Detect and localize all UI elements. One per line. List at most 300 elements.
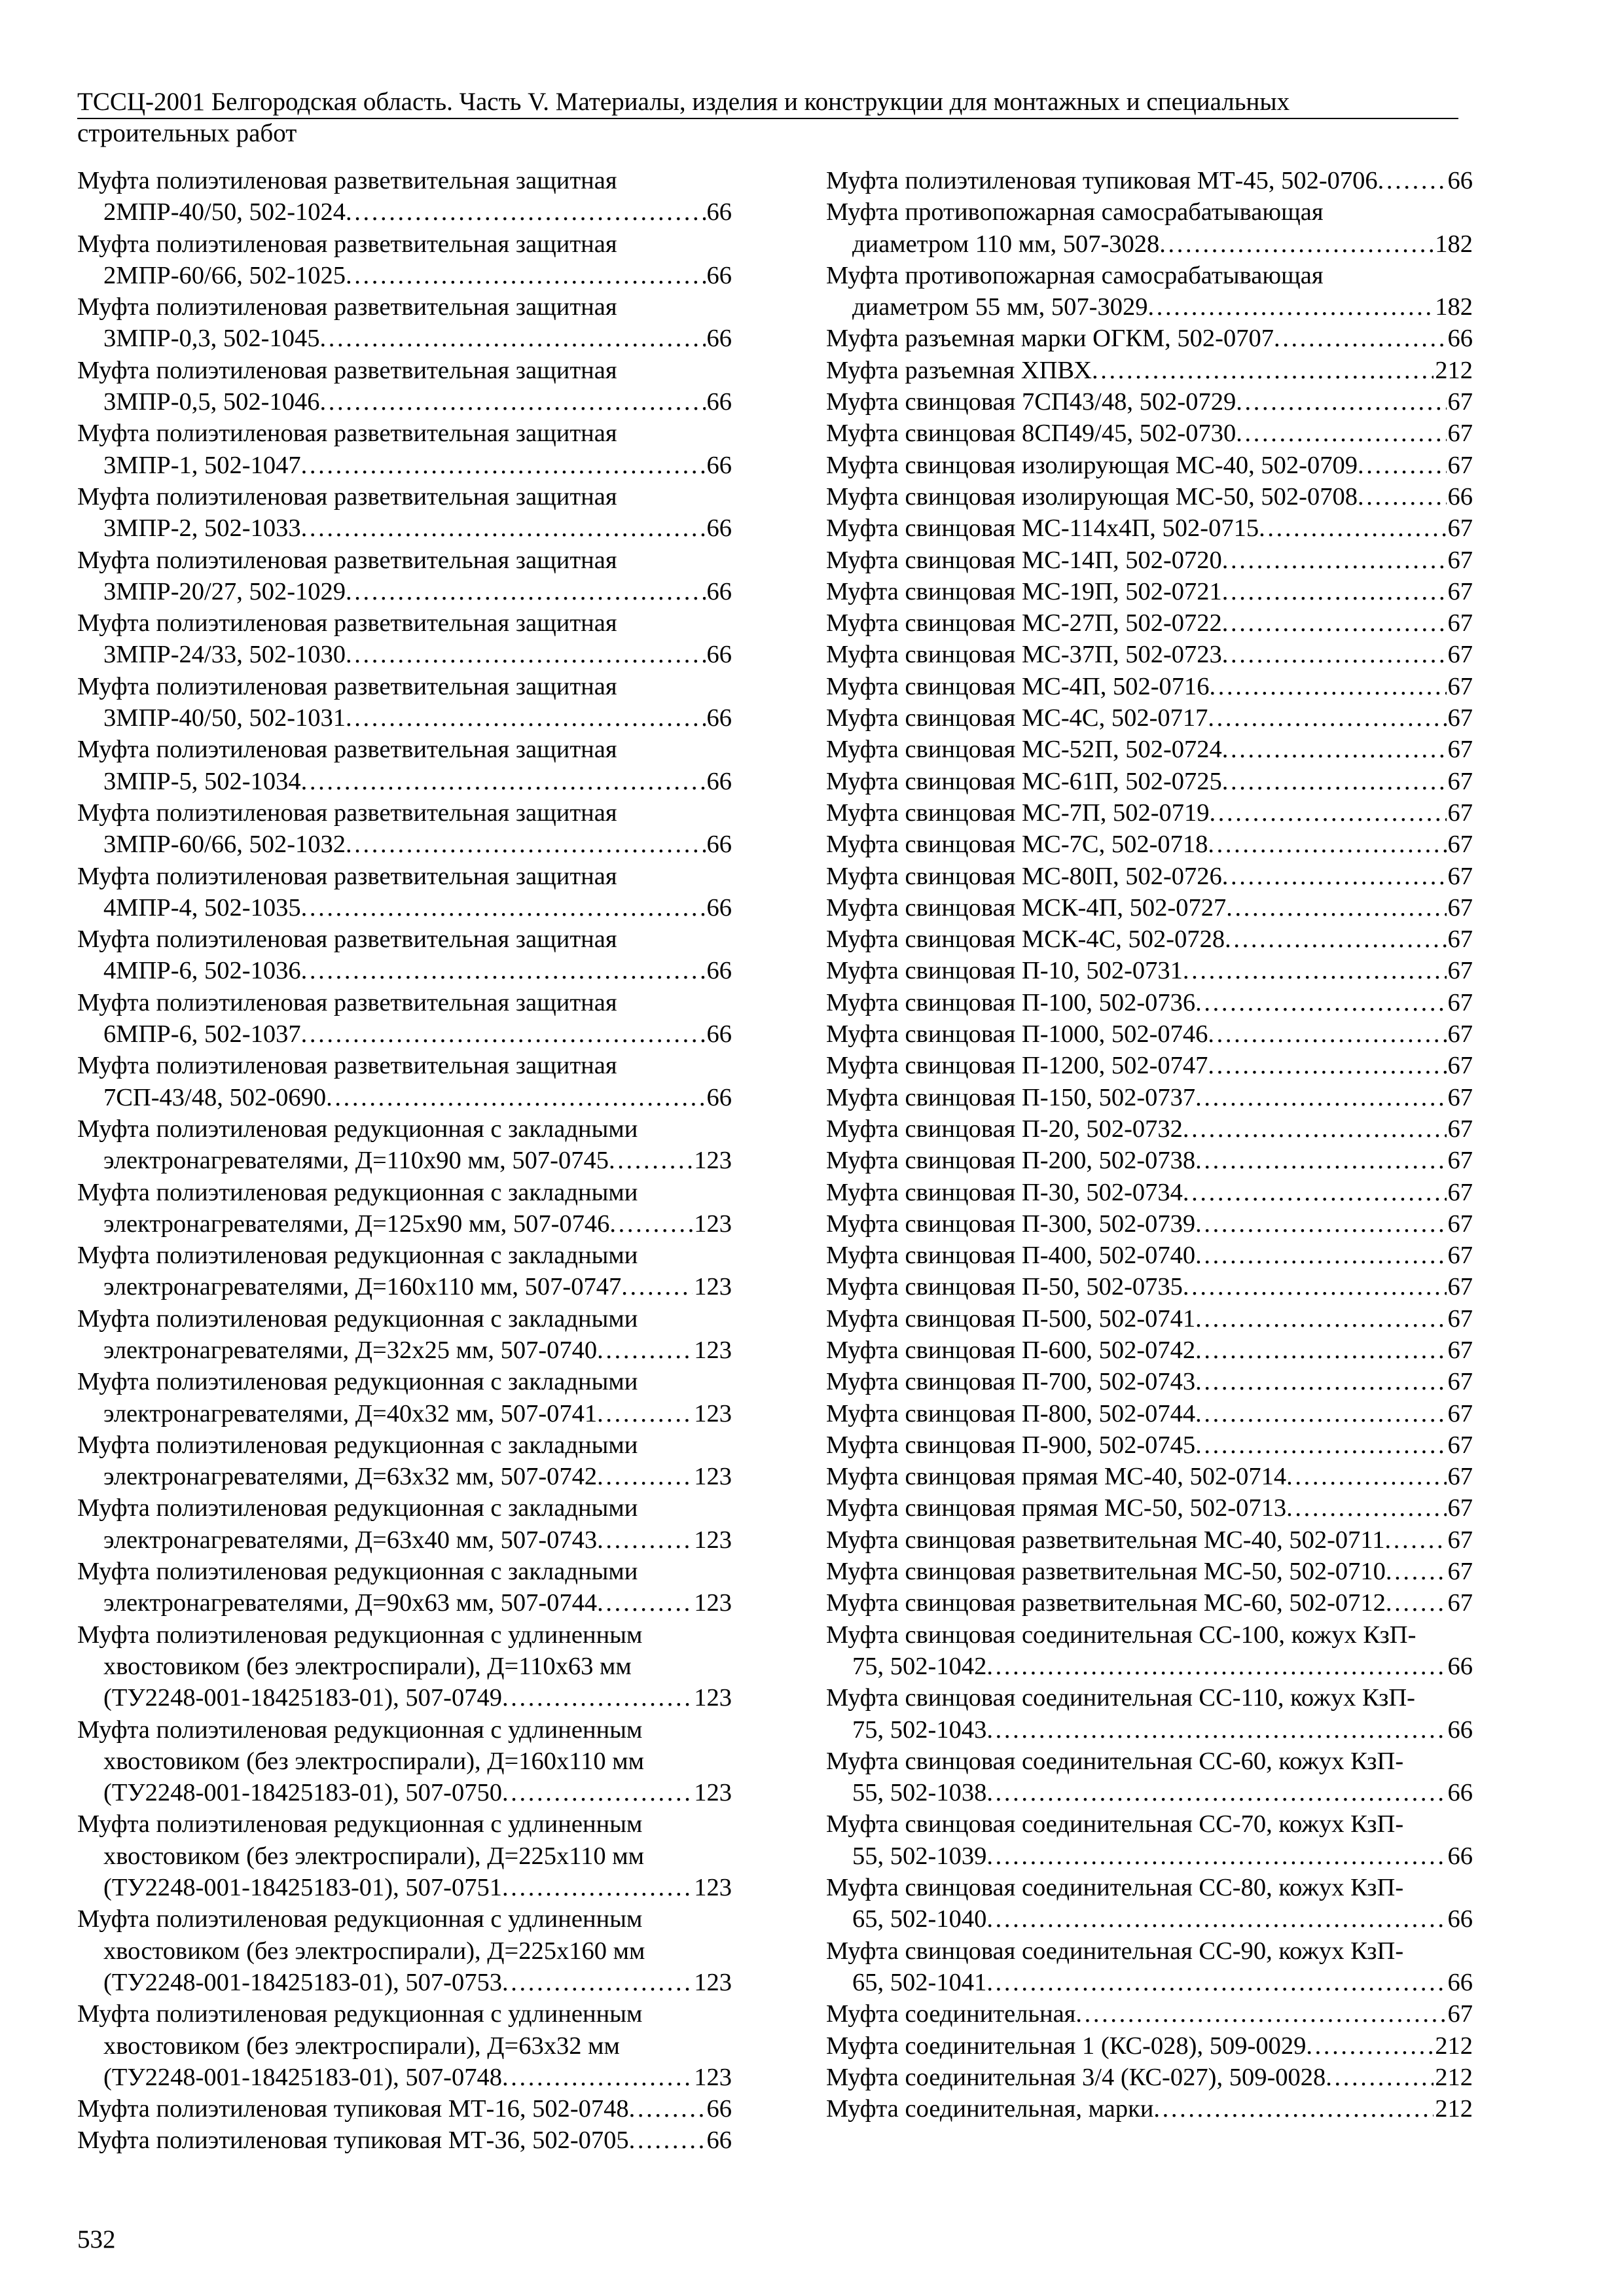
index-entry xyxy=(77,2093,732,2125)
entry-text: Муфта полиэтиленовая редукционная с закладными xyxy=(77,1115,638,1143)
index-entry xyxy=(826,1619,1473,1683)
entry-text: Муфта свинцовая П-1200, 502-0747 xyxy=(826,1052,1208,1080)
dot-leader xyxy=(1222,766,1447,797)
index-entry xyxy=(826,797,1473,829)
index-entry xyxy=(77,1050,732,1113)
entry-text: Муфта полиэтиленовая разветвительная защитная xyxy=(77,672,617,700)
entry-text: Муфта свинцовая П-20, 502-0732 xyxy=(826,1115,1183,1143)
dot-leader xyxy=(621,1271,693,1302)
index-entry xyxy=(77,1240,732,1303)
entry-text: Муфта полиэтиленовая редукционная с закладными xyxy=(77,1242,638,1270)
entry-text: Муфта полиэтиленовая разветвительная защитная xyxy=(77,798,617,827)
dot-leader xyxy=(597,1461,693,1492)
dot-leader xyxy=(1208,702,1446,734)
index-entry xyxy=(826,418,1473,449)
entry-text: 4МПР-6, 502-1036 xyxy=(103,957,301,985)
dot-leader xyxy=(1259,512,1446,544)
dot-leader xyxy=(1222,576,1447,607)
entry-text: Муфта полиэтиленовая тупиковая МТ-16, 502-0748 xyxy=(77,2095,629,2123)
dot-leader xyxy=(346,829,705,860)
entry-text: хвостовиком (без электроспирали), Д=110х63 мм xyxy=(103,1652,632,1680)
entry-page-ref: 66 xyxy=(706,704,732,732)
dot-leader xyxy=(986,1651,1446,1682)
index-entry xyxy=(826,924,1473,955)
entry-page-ref: 67 xyxy=(1447,451,1473,479)
entry-text: Муфта свинцовая П-900, 502-0745 xyxy=(826,1431,1196,1459)
entry-text: 3МПР-0,3, 502-1045 xyxy=(103,325,320,353)
entry-text: Муфта полиэтиленовая тупиковая МТ-36, 502-0705 xyxy=(77,2126,629,2155)
dot-leader xyxy=(597,1524,693,1556)
dot-leader xyxy=(1208,829,1446,860)
entry-text: Муфта свинцовая П-150, 502-0737 xyxy=(826,1083,1196,1111)
entry-page-ref: 67 xyxy=(1447,1147,1473,1175)
running-header xyxy=(77,86,1458,149)
entry-text: Муфта свинцовая МС-61П, 502-0725 xyxy=(826,767,1222,795)
dot-leader xyxy=(1075,1998,1446,2030)
index-entry xyxy=(77,545,732,608)
index-column-left xyxy=(77,165,732,2157)
index-entry xyxy=(826,2030,1473,2062)
entry-text: Муфта противопожарная самосрабатывающая xyxy=(826,198,1324,226)
entry-text: Муфта свинцовая соединительная СС-100, кожух КзП- xyxy=(826,1621,1416,1649)
index-entry xyxy=(77,734,732,797)
entry-text: Муфта свинцовая П-600, 502-0742 xyxy=(826,1336,1196,1364)
index-entry xyxy=(77,1303,732,1367)
header-title-line1: ТССЦ-2001 Белгородская область. Часть V. Материалы, изделия и конструкции для монтажных и специальных xyxy=(77,88,1290,116)
index-entry xyxy=(826,260,1473,323)
entry-page-ref: 212 xyxy=(1435,2095,1473,2123)
entry-text: Муфта свинцовая МС-14П, 502-0720 xyxy=(826,546,1222,574)
dot-leader xyxy=(346,260,705,291)
entry-text: Муфта соединительная 3/4 (КС-027), 509-0028 xyxy=(826,2063,1326,2091)
entry-page-ref: 182 xyxy=(1435,230,1473,258)
entry-text: Муфта полиэтиленовая редукционная с закладными xyxy=(77,1178,638,1206)
entry-text: Муфта противопожарная самосрабатывающая xyxy=(826,261,1324,289)
entry-text: Муфта свинцовая 8СП49/45, 502-0730 xyxy=(826,420,1236,448)
dot-leader xyxy=(986,1840,1446,1872)
entry-text: Муфта полиэтиленовая разветвительная защитная xyxy=(77,293,617,321)
entry-page-ref: 123 xyxy=(694,1463,732,1491)
dot-leader xyxy=(1378,165,1447,196)
dot-leader xyxy=(1092,355,1434,386)
entry-page-ref: 66 xyxy=(706,641,732,669)
entry-text: Муфта полиэтиленовая разветвительная защитная xyxy=(77,546,617,574)
entry-text: Муфта разъемная марки ОГКМ, 502-0707 xyxy=(826,325,1274,353)
dot-leader xyxy=(301,512,706,544)
entry-page-ref: 66 xyxy=(1447,1905,1473,1933)
entry-text: (ТУ2248-001-18425183-01), 507-0753 xyxy=(103,1968,502,1996)
entry-text: 3МПР-2, 502-1033 xyxy=(103,514,301,543)
entry-text: Муфта свинцовая МС-37П, 502-0723 xyxy=(826,641,1222,669)
dot-leader xyxy=(1183,955,1447,986)
index-entry xyxy=(77,1366,732,1429)
entry-page-ref: 67 xyxy=(1447,893,1473,922)
index-entry xyxy=(77,2125,732,2156)
entry-text: 55, 502-1039 xyxy=(852,1842,987,1870)
entry-page-ref: 66 xyxy=(1447,1652,1473,1680)
index-entry xyxy=(826,2062,1473,2093)
index-entry xyxy=(77,671,732,734)
dot-leader xyxy=(1222,861,1447,892)
entry-page-ref: 67 xyxy=(1447,1210,1473,1238)
entry-page-ref: 67 xyxy=(1447,1273,1473,1301)
entry-page-ref: 66 xyxy=(706,767,732,795)
index-entry xyxy=(826,861,1473,892)
entry-text: Муфта свинцовая соединительная СС-70, кожух КзП- xyxy=(826,1810,1404,1839)
entry-text: Муфта свинцовая МСК-4С, 502-0728 xyxy=(826,925,1225,954)
dot-leader xyxy=(609,1208,693,1240)
dot-leader xyxy=(986,1903,1446,1935)
dot-leader xyxy=(301,955,706,986)
entry-page-ref: 123 xyxy=(694,1589,732,1617)
entry-text: 3МПР-40/50, 502-1031 xyxy=(103,704,346,732)
entry-text: Муфта полиэтиленовая редукционная с удлиненным xyxy=(77,2000,643,2028)
entry-text: Муфта полиэтиленовая редукционная с закладными xyxy=(77,1368,638,1396)
index-entry xyxy=(826,165,1473,196)
index-entry xyxy=(77,924,732,987)
dot-leader xyxy=(1222,545,1447,576)
index-column-right xyxy=(826,165,1473,2125)
entry-page-ref: 66 xyxy=(706,325,732,353)
dot-leader xyxy=(1286,1492,1446,1524)
index-entry xyxy=(826,1208,1473,1240)
entry-text: Муфта свинцовая П-100, 502-0736 xyxy=(826,988,1196,1016)
index-entry xyxy=(826,955,1473,986)
entry-text: Муфта полиэтиленовая разветвительная защитная xyxy=(77,420,617,448)
entry-page-ref: 67 xyxy=(1447,609,1473,637)
entry-text: Муфта полиэтиленовая разветвительная защитная xyxy=(77,925,617,954)
entry-page-ref: 67 xyxy=(1447,925,1473,954)
entry-text: 75, 502-1042 xyxy=(852,1652,987,1680)
index-entry xyxy=(826,481,1473,512)
dot-leader xyxy=(1195,1145,1446,1176)
entry-text: 6МПР-6, 502-1037 xyxy=(103,1020,301,1049)
entry-text: Муфта свинцовая П-800, 502-0744 xyxy=(826,1399,1196,1427)
index-entry xyxy=(826,1682,1473,1746)
entry-text: Муфта полиэтиленовая редукционная с удлиненным xyxy=(77,1621,643,1649)
entry-text: 65, 502-1041 xyxy=(852,1968,987,1996)
index-entry xyxy=(77,1556,732,1619)
entry-text: Муфта свинцовая соединительная СС-60, кожух КзП- xyxy=(826,1747,1404,1775)
entry-page-ref: 67 xyxy=(1447,1526,1473,1554)
dot-leader xyxy=(1386,1587,1447,1619)
entry-text: Муфта полиэтиленовая редукционная с удлиненным xyxy=(77,1715,643,1744)
dot-leader xyxy=(1306,2030,1434,2062)
entry-text: Муфта полиэтиленовая редукционная с удлиненным xyxy=(77,1905,643,1933)
entry-text: Муфта полиэтиленовая разветвительная защитная xyxy=(77,862,617,890)
entry-text: (ТУ2248-001-18425183-01), 507-0750 xyxy=(103,1779,502,1807)
entry-text: Муфта соединительная 1 (КС-028), 509-0029 xyxy=(826,2032,1307,2060)
dot-leader xyxy=(609,1145,693,1176)
index-entry xyxy=(77,1714,732,1809)
entry-page-ref: 212 xyxy=(1435,356,1473,384)
entry-page-ref: 66 xyxy=(706,957,732,985)
dot-leader xyxy=(597,1398,693,1429)
index-entry xyxy=(77,228,732,292)
index-entry xyxy=(77,1808,732,1903)
entry-page-ref: 67 xyxy=(1447,672,1473,700)
entry-text: Муфта полиэтиленовая разветвительная защитная xyxy=(77,736,617,764)
entry-text: Муфта свинцовая изолирующая МС-40, 502-0709 xyxy=(826,451,1358,479)
entry-page-ref: 67 xyxy=(1447,420,1473,448)
entry-text: 7СП-43/48, 502-0690 xyxy=(103,1083,327,1111)
entry-text: 3МПР-0,5, 502-1046 xyxy=(103,388,320,416)
entry-text: 2МПР-60/66, 502-1025 xyxy=(103,261,346,289)
dot-leader xyxy=(1358,481,1447,512)
index-entry xyxy=(77,607,732,671)
entry-text: хвостовиком (без электроспирали), Д=63х32 мм xyxy=(103,2032,620,2060)
dot-leader xyxy=(1222,607,1447,639)
entry-page-ref: 123 xyxy=(694,1874,732,1902)
index-entry xyxy=(826,1808,1473,1872)
index-entry xyxy=(826,1145,1473,1176)
index-entry xyxy=(826,1240,1473,1271)
entry-text: Муфта свинцовая П-10, 502-0731 xyxy=(826,957,1183,985)
entry-page-ref: 66 xyxy=(706,261,732,289)
entry-text: Муфта свинцовая П-700, 502-0743 xyxy=(826,1368,1196,1396)
dot-leader xyxy=(502,1967,693,1998)
entry-page-ref: 67 xyxy=(1447,1558,1473,1586)
entry-text: Муфта свинцовая МС-19П, 502-0721 xyxy=(826,577,1222,605)
dot-leader xyxy=(986,1777,1446,1808)
entry-text: Муфта полиэтиленовая разветвительная защитная xyxy=(77,609,617,637)
entry-text: Муфта полиэтиленовая разветвительная защитная xyxy=(77,167,617,194)
entry-text: Муфта полиэтиленовая тупиковая МТ-45, 502-0706 xyxy=(826,167,1378,194)
entry-page-ref: 66 xyxy=(706,198,732,226)
index-entry xyxy=(826,2093,1473,2125)
dot-leader xyxy=(502,2062,693,2093)
dot-leader xyxy=(1236,418,1446,449)
entry-text: Муфта свинцовая МС-7П, 502-0719 xyxy=(826,798,1210,827)
entry-page-ref: 67 xyxy=(1447,1431,1473,1459)
entry-text: 65, 502-1040 xyxy=(852,1905,987,1933)
entry-text: 4МПР-4, 502-1035 xyxy=(103,893,301,922)
index-entry xyxy=(77,165,732,228)
entry-text: диаметром 110 мм, 507-3028 xyxy=(852,230,1160,258)
index-entry xyxy=(826,1429,1473,1461)
entry-page-ref: 123 xyxy=(694,1210,732,1238)
entry-text: 3МПР-24/33, 502-1030 xyxy=(103,641,346,669)
dot-leader xyxy=(1195,987,1446,1018)
entry-text: Муфта полиэтиленовая редукционная с закладными xyxy=(77,1558,638,1586)
dot-leader xyxy=(629,2093,706,2125)
header-rule xyxy=(77,118,1458,119)
index-entry xyxy=(77,861,732,924)
index-entry xyxy=(826,1271,1473,1302)
entry-text: Муфта свинцовая разветвительная МС-50, 502-0710 xyxy=(826,1558,1386,1586)
dot-leader xyxy=(597,1335,693,1366)
entry-page-ref: 67 xyxy=(1447,1463,1473,1491)
entry-text: Муфта свинцовая П-50, 502-0735 xyxy=(826,1273,1183,1301)
entry-text: Муфта свинцовая П-500, 502-0741 xyxy=(826,1304,1196,1333)
entry-text: Муфта полиэтиленовая редукционная с удлиненным xyxy=(77,1810,643,1839)
entry-text: (ТУ2248-001-18425183-01), 507-0748 xyxy=(103,2063,502,2091)
entry-text: 3МПР-5, 502-1034 xyxy=(103,767,301,795)
entry-page-ref: 123 xyxy=(694,1526,732,1554)
entry-text: 75, 502-1043 xyxy=(852,1715,987,1744)
index-entry xyxy=(77,291,732,355)
entry-text: Муфта свинцовая МСК-4П, 502-0727 xyxy=(826,893,1227,922)
entry-page-ref: 66 xyxy=(706,831,732,859)
dot-leader xyxy=(986,1967,1446,1998)
entry-page-ref: 67 xyxy=(1447,641,1473,669)
entry-page-ref: 67 xyxy=(1447,1399,1473,1427)
entry-page-ref: 67 xyxy=(1447,1494,1473,1522)
entry-page-ref: 212 xyxy=(1435,2032,1473,2060)
entry-text: 3МПР-20/27, 502-1029 xyxy=(103,577,346,605)
entry-text: Муфта полиэтиленовая разветвительная защитная xyxy=(77,230,617,258)
index-entry xyxy=(826,576,1473,607)
entry-text: Муфта свинцовая соединительная СС-80, кожух КзП- xyxy=(826,1874,1404,1902)
entry-text: Муфта свинцовая соединительная СС-110, кожух КзП- xyxy=(826,1684,1415,1712)
entry-text: 3МПР-1, 502-1047 xyxy=(103,451,301,479)
dot-leader xyxy=(597,1587,693,1619)
dot-leader xyxy=(502,1872,693,1903)
entry-text: электронагревателями, Д=90х63 мм, 507-0744 xyxy=(103,1589,598,1617)
entry-page-ref: 67 xyxy=(1447,1115,1473,1143)
entry-text: электронагревателями, Д=32х25 мм, 507-0740 xyxy=(103,1336,598,1364)
index-entry xyxy=(826,1935,1473,1999)
dot-leader xyxy=(629,2125,706,2156)
dot-leader xyxy=(1274,323,1447,354)
entry-page-ref: 66 xyxy=(1447,1968,1473,1996)
dot-leader xyxy=(1153,2093,1434,2125)
index-entry xyxy=(77,1998,732,2093)
entry-page-ref: 67 xyxy=(1447,514,1473,543)
index-entry xyxy=(77,418,732,481)
dot-leader xyxy=(1210,797,1447,829)
index-entry xyxy=(826,386,1473,418)
entry-text: хвостовиком (без электроспирали), Д=225х110 мм xyxy=(103,1842,644,1870)
entry-text: Муфта разъемная ХПВХ xyxy=(826,356,1092,384)
dot-leader xyxy=(1195,1429,1446,1461)
entry-page-ref: 67 xyxy=(1447,798,1473,827)
dot-leader xyxy=(1226,892,1446,924)
dot-leader xyxy=(346,196,705,228)
dot-leader xyxy=(319,386,705,418)
index-entry xyxy=(826,1050,1473,1081)
entry-page-ref: 67 xyxy=(1447,767,1473,795)
entry-page-ref: 123 xyxy=(694,1968,732,1996)
entry-page-ref: 66 xyxy=(1447,325,1473,353)
index-entry xyxy=(826,1461,1473,1492)
entry-text: Муфта свинцовая разветвительная МС-60, 502-0712 xyxy=(826,1589,1386,1617)
entry-page-ref: 67 xyxy=(1447,988,1473,1016)
entry-page-ref: 123 xyxy=(694,1779,732,1807)
index-entry xyxy=(826,987,1473,1018)
dot-leader xyxy=(1358,450,1447,481)
entry-text: Муфта свинцовая изолирующая МС-50, 502-0708 xyxy=(826,482,1358,511)
dot-leader xyxy=(1236,386,1446,418)
dot-leader xyxy=(301,450,706,481)
entry-page-ref: 67 xyxy=(1447,736,1473,764)
index-entry xyxy=(826,196,1473,260)
entry-page-ref: 66 xyxy=(706,2126,732,2155)
index-entry xyxy=(77,355,732,418)
entry-text: Муфта полиэтиленовая разветвительная защитная xyxy=(77,482,617,511)
entry-text: (ТУ2248-001-18425183-01), 507-0749 xyxy=(103,1684,502,1712)
dot-leader xyxy=(1386,1556,1447,1587)
entry-page-ref: 67 xyxy=(1447,1589,1473,1617)
entry-page-ref: 67 xyxy=(1447,2000,1473,2028)
dot-leader xyxy=(1195,1398,1446,1429)
header-title-line2: строительных работ xyxy=(77,119,297,147)
entry-page-ref: 67 xyxy=(1447,1368,1473,1396)
entry-text: Муфта свинцовая МС-52П, 502-0724 xyxy=(826,736,1222,764)
index-entry xyxy=(77,1113,732,1177)
entry-page-ref: 123 xyxy=(694,1147,732,1175)
dot-leader xyxy=(1208,1050,1446,1081)
index-entry xyxy=(826,829,1473,860)
index-entry xyxy=(826,1746,1473,1809)
entry-page-ref: 66 xyxy=(1447,167,1473,194)
dot-leader xyxy=(1222,734,1447,765)
index-entry xyxy=(77,987,732,1050)
entry-page-ref: 66 xyxy=(706,451,732,479)
index-entry xyxy=(826,766,1473,797)
entry-text: электронагревателями, Д=40х32 мм, 507-0741 xyxy=(103,1399,598,1427)
index-entry xyxy=(826,1398,1473,1429)
entry-page-ref: 67 xyxy=(1447,1336,1473,1364)
dot-leader xyxy=(1210,671,1447,702)
entry-page-ref: 66 xyxy=(1447,1779,1473,1807)
entry-text: (ТУ2248-001-18425183-01), 507-0751 xyxy=(103,1874,502,1902)
entry-page-ref: 67 xyxy=(1447,1020,1473,1049)
entry-text: 55, 502-1038 xyxy=(852,1779,987,1807)
entry-page-ref: 67 xyxy=(1447,957,1473,985)
dot-leader xyxy=(502,1777,693,1808)
entry-page-ref: 66 xyxy=(1447,1842,1473,1870)
entry-page-ref: 67 xyxy=(1447,862,1473,890)
entry-page-ref: 66 xyxy=(1447,1715,1473,1744)
entry-text: электронагревателями, Д=63х40 мм, 507-0743 xyxy=(103,1526,598,1554)
dot-leader xyxy=(986,1714,1446,1746)
entry-text: Муфта свинцовая П-30, 502-0734 xyxy=(826,1178,1183,1206)
entry-page-ref: 67 xyxy=(1447,388,1473,416)
entry-text: диаметром 55 мм, 507-3029 xyxy=(852,293,1148,321)
entry-page-ref: 123 xyxy=(694,2063,732,2091)
index-entry xyxy=(826,1524,1473,1556)
entry-text: Муфта полиэтиленовая разветвительная защитная xyxy=(77,988,617,1016)
dot-leader xyxy=(1384,1524,1446,1556)
entry-text: Муфта свинцовая прямая МС-40, 502-0714 xyxy=(826,1463,1287,1491)
index-entry xyxy=(826,1335,1473,1366)
dot-leader xyxy=(301,766,706,797)
entry-text: Муфта свинцовая 7СП43/48, 502-0729 xyxy=(826,388,1236,416)
entry-text: электронагревателями, Д=63х32 мм, 507-0742 xyxy=(103,1463,598,1491)
entry-page-ref: 67 xyxy=(1447,1304,1473,1333)
index-entry xyxy=(826,639,1473,670)
entry-text: Муфта свинцовая П-300, 502-0739 xyxy=(826,1210,1196,1238)
entry-text: электронагревателями, Д=160х110 мм, 507-0747 xyxy=(103,1273,622,1301)
dot-leader xyxy=(301,892,706,924)
dot-leader xyxy=(1183,1177,1447,1208)
entry-page-ref: 123 xyxy=(694,1336,732,1364)
entry-page-ref: 182 xyxy=(1435,293,1473,321)
entry-text: Муфта свинцовая МС-7С, 502-0718 xyxy=(826,831,1208,859)
entry-page-ref: 66 xyxy=(706,388,732,416)
entry-text: Муфта свинцовая МС-4П, 502-0716 xyxy=(826,672,1210,700)
index-entry xyxy=(77,1492,732,1556)
entry-text: электронагревателями, Д=125х90 мм, 507-0746 xyxy=(103,1210,610,1238)
entry-text: Муфта соединительная, марки xyxy=(826,2095,1154,2123)
entry-page-ref: 66 xyxy=(706,1020,732,1049)
entry-text: Муфта соединительная xyxy=(826,2000,1076,2028)
entry-text: Муфта свинцовая разветвительная МС-40, 502-0711 xyxy=(826,1526,1385,1554)
dot-leader xyxy=(1183,1271,1447,1302)
index-entry xyxy=(77,797,732,861)
entry-text: хвостовиком (без электроспирали), Д=160х110 мм xyxy=(103,1747,644,1775)
